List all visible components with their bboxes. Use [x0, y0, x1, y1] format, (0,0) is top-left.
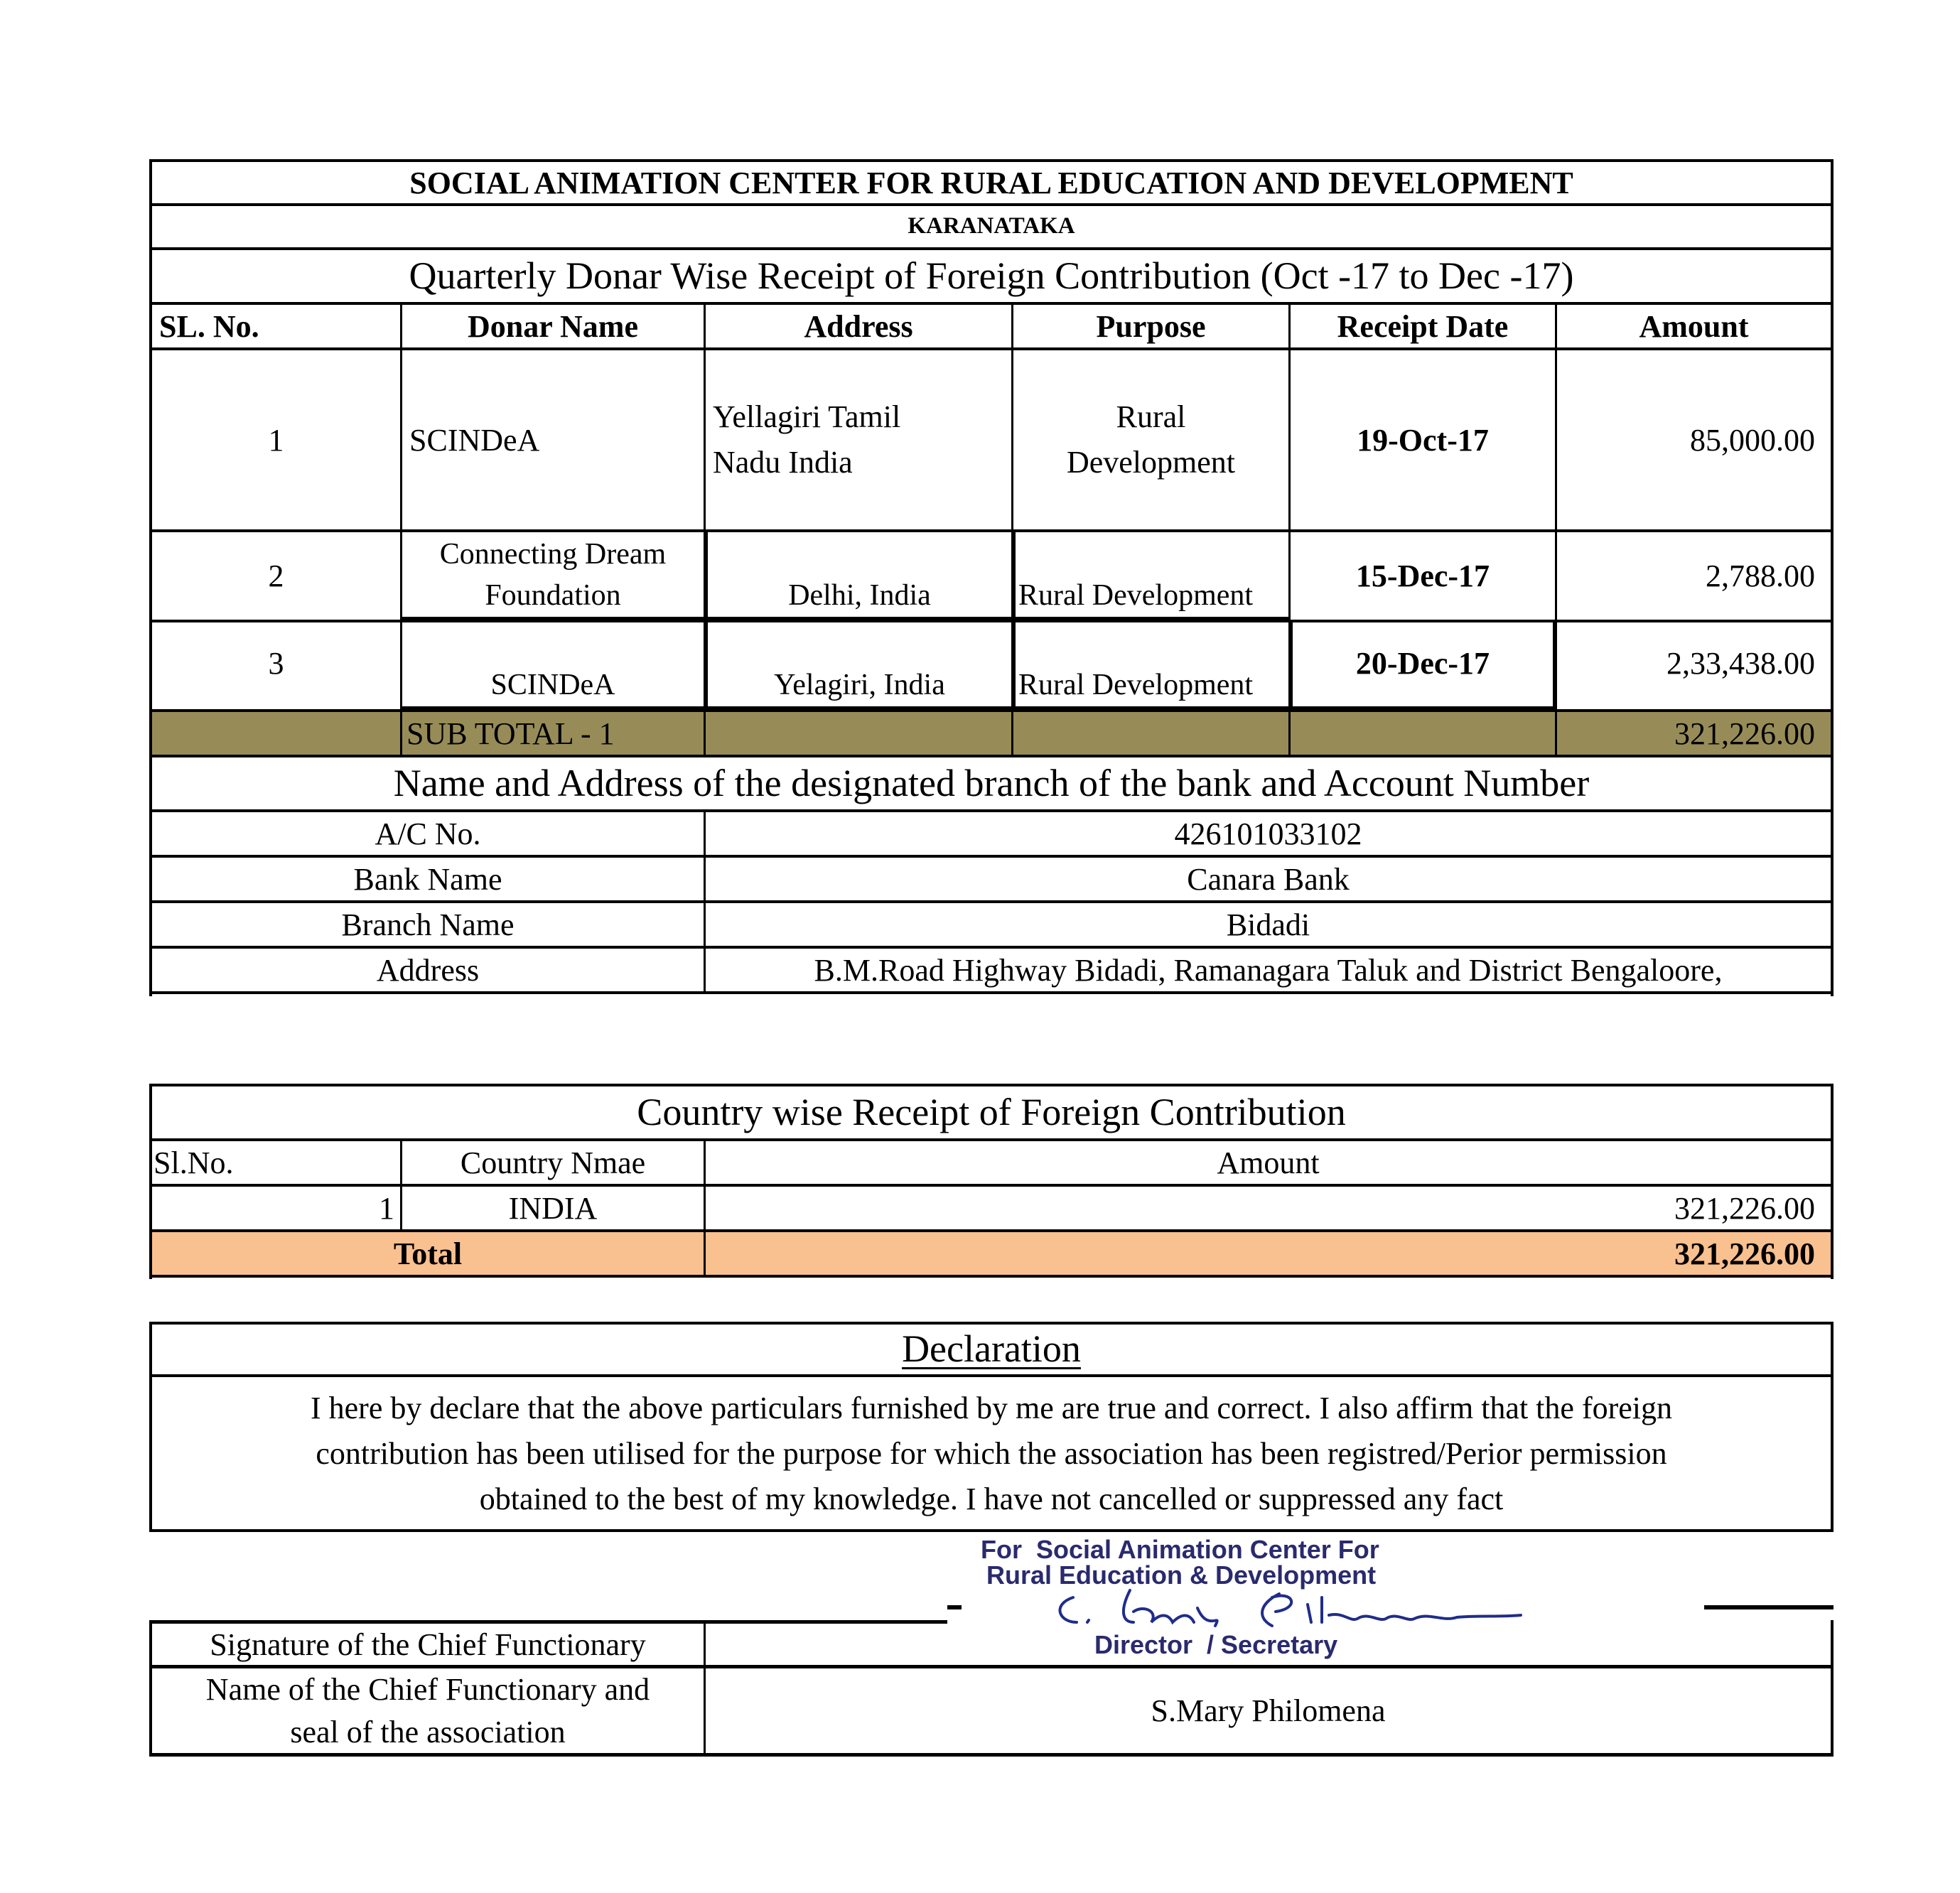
row1-address: [706, 350, 1013, 532]
branch-name-value: Bidadi: [706, 903, 1831, 949]
row3-donor: SCINDeA: [402, 622, 706, 712]
declaration-heading-cell: [152, 1325, 1831, 1377]
country-total-amount: 321,226.00: [706, 1232, 1831, 1278]
col-donar-name: Donar Name: [402, 305, 706, 350]
bank-name-label: Bank Name: [152, 858, 706, 903]
row1-purpose: [1013, 350, 1291, 532]
col-purpose: Purpose: [1013, 305, 1291, 350]
row3-amount: 2,33,438.00: [1557, 622, 1831, 712]
row2-date: 15-Dec-17: [1291, 532, 1557, 622]
row2-sl: 2: [152, 532, 402, 622]
subtotal-blank-address: [706, 712, 1013, 757]
subtotal-blank-date: [1291, 712, 1557, 757]
bank-ac-label: A/C No.: [152, 812, 706, 858]
row1-donor: SCINDeA: [402, 350, 706, 532]
row3-purpose: Rural Development: [1013, 622, 1291, 712]
col-amount: Amount: [1557, 305, 1831, 350]
declaration-line-1: I here by declare that the above particulars furnished by me are true and correct. I also affirm that the foreign: [311, 1391, 1672, 1425]
subtotal-label: SUB TOTAL - 1: [402, 712, 706, 757]
declaration-line-3: obtained to the best of my knowledge. I have not cancelled or suppressed any fact: [479, 1482, 1504, 1516]
bank-name-value: Canara Bank: [706, 858, 1831, 903]
col-receipt-date: Receipt Date: [1291, 305, 1557, 350]
chief-name-label-line-1: Name of the Chief Functionary and: [205, 1671, 650, 1707]
chief-name-label-line-2: seal of the association: [290, 1714, 566, 1749]
row1-amount: 85,000.00: [1557, 350, 1831, 532]
row2-donor: [402, 532, 706, 622]
bank-address-label: Address: [152, 949, 706, 994]
row1-purpose-text: Rural Development: [1066, 399, 1236, 480]
signature-label: Signature of the Chief Functionary: [152, 1624, 706, 1668]
subtotal-amount: 321,226.00: [1557, 712, 1831, 757]
country-heading: Country wise Receipt of Foreign Contribution: [152, 1086, 1831, 1141]
country-total-label: Total: [152, 1232, 706, 1278]
state-name: KARANATAKA: [152, 206, 1831, 250]
col-address: Address: [706, 305, 1013, 350]
bank-heading: Name and Address of the designated branch of the bank and Account Number: [152, 757, 1831, 812]
chief-name-value: S.Mary Philomena: [1151, 1693, 1386, 1728]
row1-address-text: Yellagiri Tamil Nadu India: [713, 399, 901, 480]
row2-amount: 2,788.00: [1557, 532, 1831, 622]
chief-name-label: [152, 1668, 706, 1753]
branch-name-label: Branch Name: [152, 903, 706, 949]
subtotal-blank-purpose: [1013, 712, 1291, 757]
row3-address: Yelagiri, India: [706, 622, 1013, 712]
row2-purpose: Rural Development: [1013, 532, 1291, 622]
seal-line-1: For Social Animation Center For: [981, 1535, 1379, 1564]
bank-ac-value: 426101033102: [706, 812, 1831, 858]
country-row1-sl: 1: [152, 1187, 402, 1232]
country-col-amount: Amount: [706, 1141, 1831, 1187]
row1-date: 19-Oct-17: [1291, 350, 1557, 532]
row3-date: 20-Dec-17: [1291, 622, 1557, 712]
seal-line-2: Rural Education & Development: [986, 1560, 1377, 1590]
declaration-text: [152, 1380, 1831, 1529]
subtotal-blank-sl: [152, 712, 402, 757]
declaration-line-2: contribution has been utilised for the purpose for which the association has been registred/Perior permission: [316, 1436, 1667, 1471]
org-name: SOCIAL ANIMATION CENTER FOR RURAL EDUCATION AND DEVELOPMENT: [152, 162, 1831, 206]
row2-donor-text: Connecting Dream Foundation: [439, 537, 667, 612]
seal-designation: Director / Secretary: [1094, 1630, 1338, 1659]
row3-sl: 3: [152, 622, 402, 712]
signature-line-left: [947, 1605, 962, 1609]
row2-address: Delhi, India: [706, 532, 1013, 622]
country-row1-amount: 321,226.00: [706, 1187, 1831, 1232]
country-col-sl: Sl.No.: [152, 1141, 402, 1187]
country-row1-name: INDIA: [402, 1187, 706, 1232]
declaration-heading: Declaration: [902, 1327, 1081, 1371]
row1-sl: 1: [152, 350, 402, 532]
signature-line-right: [1704, 1605, 1834, 1609]
col-sl-no: SL. No.: [152, 305, 402, 350]
report-title: Quarterly Donar Wise Receipt of Foreign Contribution (Oct -17 to Dec -17): [152, 250, 1831, 305]
bank-address-value: B.M.Road Highway Bidadi, Ramanagara Taluk and District Bengaloore,: [706, 949, 1831, 994]
country-col-name: Country Nmae: [402, 1141, 706, 1187]
